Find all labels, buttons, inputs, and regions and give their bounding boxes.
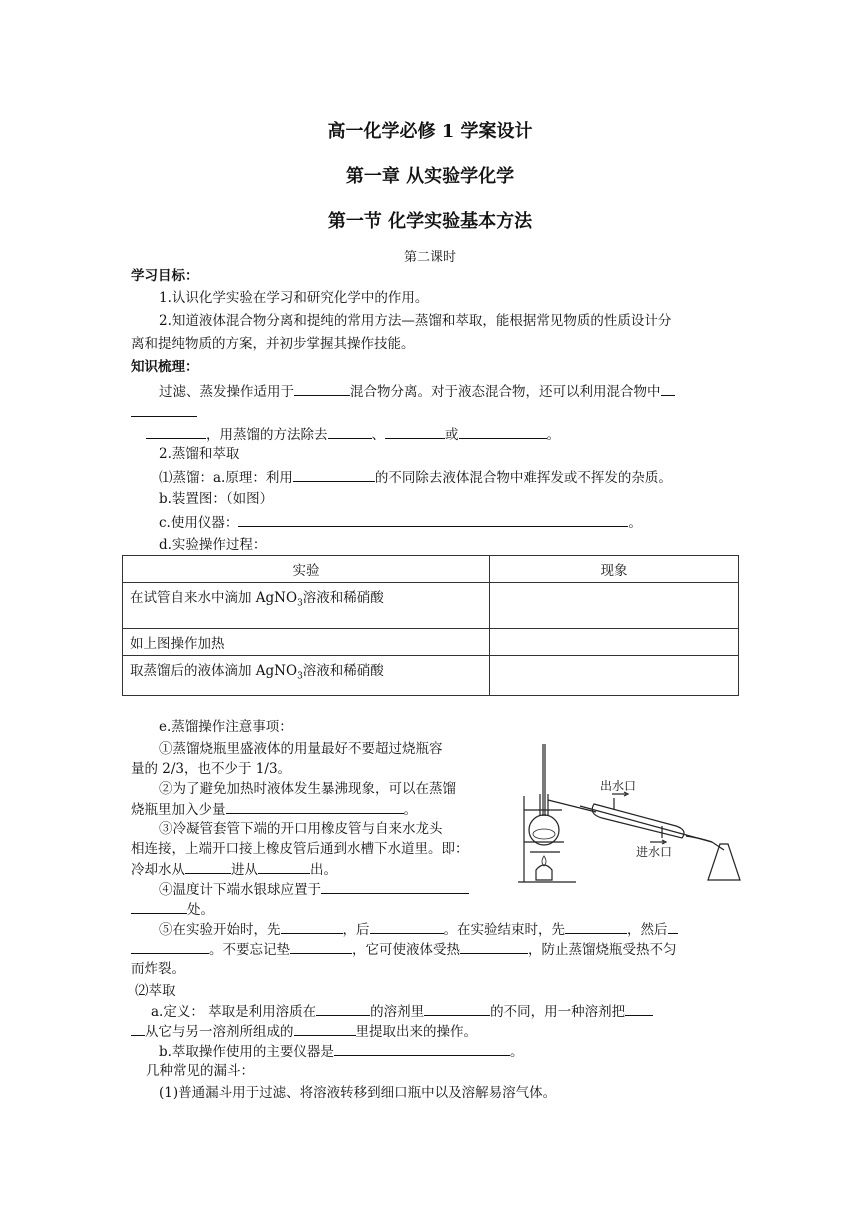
review-paragraph-1: 过滤、蒸发操作适用于 混合物分离。对于液态混合物，还可以利用混合物中 [159, 381, 675, 402]
note-4: ④温度计下端水银球应置于 [159, 879, 469, 900]
fill-blank[interactable] [316, 1001, 370, 1016]
fill-blank[interactable] [321, 879, 469, 894]
fill-blank[interactable] [328, 424, 372, 439]
extraction-definition: a.定义： 萃取是利用溶质在 的溶剂里 的不同，用一种溶剂把 [151, 1001, 653, 1022]
table-cell: 如上图操作加热 [123, 629, 490, 656]
observation-cell[interactable] [490, 656, 739, 696]
distill-procedure-label: d.实验操作过程： [159, 537, 267, 553]
column-header: 现象 [490, 556, 739, 583]
fill-blank[interactable] [334, 1041, 510, 1056]
notes-heading: e.蒸馏操作注意事项： [159, 719, 293, 735]
fill-blank[interactable] [290, 939, 352, 954]
distill-apparatus-label: b.装置图：（如图） [159, 491, 274, 507]
fill-blank[interactable] [625, 1001, 653, 1016]
note-5-cont: 。不要忘记垫 ，它可使液体受热 ，防止蒸馏烧瓶受热不匀 [131, 939, 677, 960]
column-header: 实验 [123, 556, 490, 583]
goal-item: 2.知道液体混合物分离和提纯的常用方法—蒸馏和萃取，能根据常见物质的性质设计分 [159, 313, 672, 329]
table-cell: 在试管自来水中滴加 AgNO$_3$溶液和稀硝酸 [123, 583, 490, 629]
fill-blank[interactable] [370, 919, 444, 934]
goals-heading: 学习目标： [131, 268, 199, 284]
extraction-instruments: b.萃取操作使用的主要仪器是 。 [159, 1041, 523, 1062]
fill-blank[interactable] [565, 919, 627, 934]
fill-blank[interactable] [226, 799, 404, 814]
fill-blank[interactable] [185, 859, 231, 874]
fill-blank[interactable] [131, 939, 209, 954]
note-5: ⑤在实验开始时，先 ，后 。在实验结束时，先 ，然后 [159, 919, 678, 940]
fill-blank[interactable] [238, 512, 628, 527]
distill-principle: ⑴蒸馏：a.原理：利用 的不同除去液体混合物中难挥发或不挥发的杂质。 [159, 467, 672, 488]
experiment-table [122, 555, 739, 696]
note-3: ③冷凝管套管下端的开口用橡皮管与自来水龙头 [159, 821, 443, 837]
note-1: ①蒸馏烧瓶里盛液体的用量最好不要超过烧瓶容 [159, 741, 443, 757]
fill-blank[interactable] [424, 1001, 490, 1016]
fill-blank[interactable] [131, 899, 187, 914]
fill-blank[interactable] [459, 424, 547, 439]
lesson-label: 第二课时 [403, 250, 456, 265]
fill-blank[interactable] [281, 919, 343, 934]
fill-blank-line[interactable] [131, 402, 197, 423]
document-title: 高一化学必修 1 学案设计 [327, 121, 533, 142]
observation-cell[interactable] [490, 629, 739, 656]
alcohol-lamp [536, 865, 552, 880]
fill-blank[interactable] [668, 919, 678, 934]
fill-blank[interactable] [385, 424, 445, 439]
note-3-cont: 相连接，上端开口接上橡皮管后通到水槽下水道里。即： [131, 841, 469, 857]
funnel-item: (1)普通漏斗用于过滤、将溶液转移到细口瓶中以及溶解易溶气体。 [159, 1085, 557, 1101]
chapter-title: 第一章 从实验学化学 [345, 166, 515, 187]
fill-blank[interactable] [294, 1021, 356, 1036]
fill-blank[interactable] [661, 381, 675, 396]
table-cell: 取蒸馏后的液体滴加 AgNO$_3$溶液和稀硝酸 [123, 656, 490, 696]
distillation-apparatus-diagram [516, 738, 742, 886]
table-row [123, 583, 739, 629]
fill-blank[interactable] [293, 467, 375, 482]
fill-blank[interactable] [131, 1021, 145, 1036]
note-3-water: 冷却水从 进从 出。 [131, 859, 337, 880]
note-4-cont: 处。 [131, 899, 214, 920]
note-2-cont: 烧瓶里加入少量 。 [131, 799, 417, 820]
distillation-flask [529, 815, 559, 845]
table-header-row [123, 556, 739, 583]
note-2: ②为了避免加热时液体发生暴沸现象，可以在蒸馏 [159, 781, 456, 797]
note-5-end: 而炸裂。 [131, 961, 185, 977]
extraction-heading: ⑵萃取 [135, 983, 176, 999]
inlet-label: 进水口 [636, 845, 673, 859]
fill-blank[interactable] [294, 381, 350, 396]
review-paragraph-1-cont: ，用蒸馏的方法除去 、 或 。 [146, 424, 560, 445]
table-row [123, 629, 739, 656]
goal-item: 1.认识化学实验在学习和研究化学中的作用。 [159, 290, 429, 306]
funnels-heading: 几种常见的漏斗： [146, 1063, 254, 1079]
outlet-label: 出水口 [600, 779, 637, 793]
section-title: 第一节 化学实验基本方法 [327, 211, 533, 232]
fill-blank[interactable] [146, 424, 206, 439]
extraction-definition-cont: 从它与另一溶剂所组成的 里提取出来的操作。 [131, 1021, 477, 1042]
distill-instruments: c.使用仪器： 。 [159, 512, 642, 533]
condenser-jacket [592, 804, 684, 838]
observation-cell[interactable] [490, 583, 739, 629]
goal-item: 离和提纯物质的方案，并初步掌握其操作技能。 [131, 336, 415, 352]
table-row [123, 656, 739, 696]
review-heading: 知识梳理： [131, 359, 199, 375]
fill-blank[interactable] [460, 939, 528, 954]
note-1-cont: 量的 2/3，也不少于 1/3。 [131, 761, 292, 777]
fill-blank[interactable] [258, 859, 310, 874]
item-2-heading: 2.蒸馏和萃取 [159, 446, 240, 462]
